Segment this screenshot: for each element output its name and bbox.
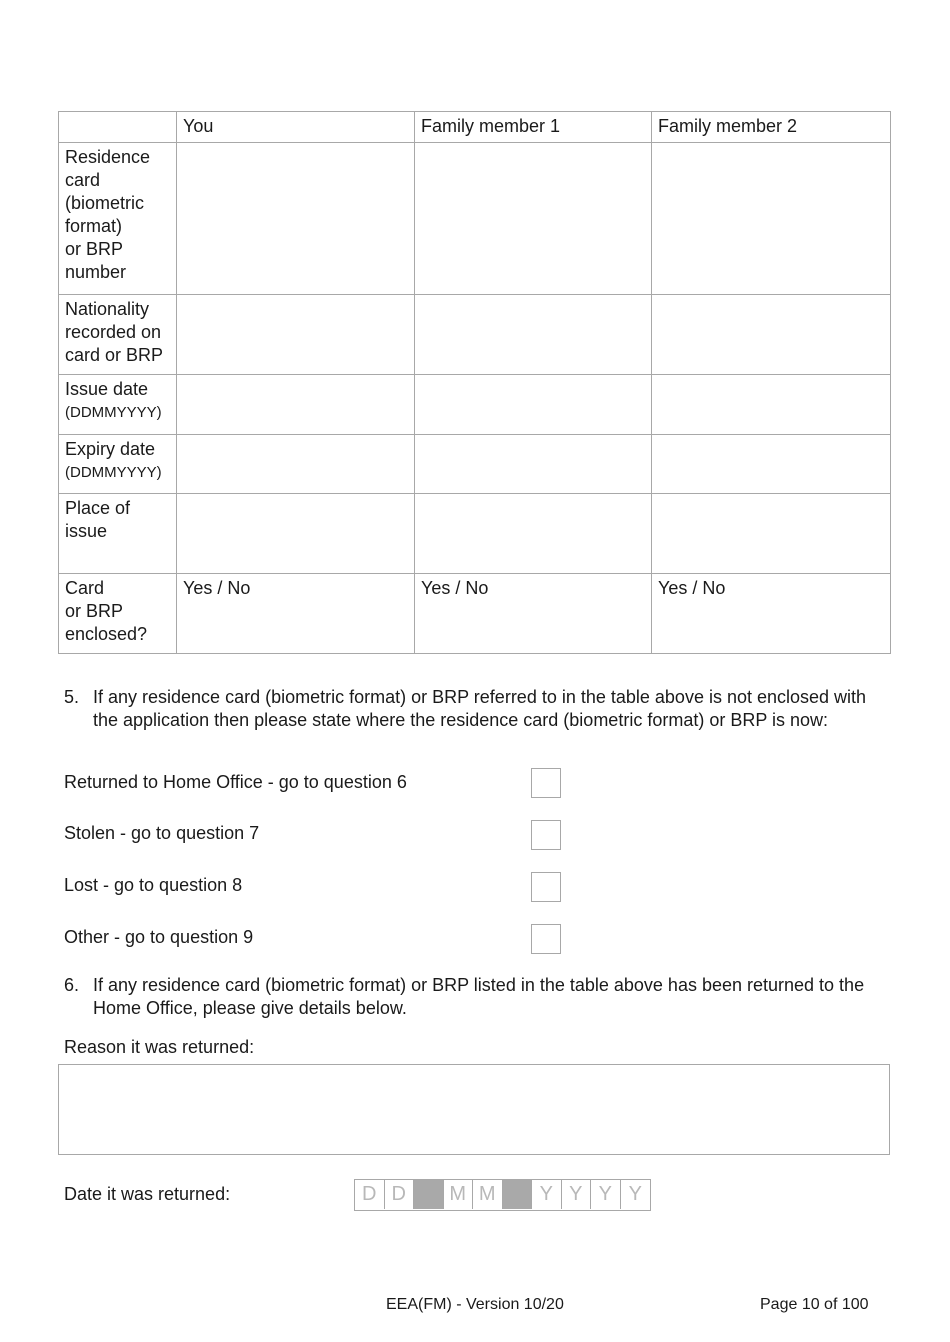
option-label-stolen: Stolen - go to question 7 <box>64 823 260 843</box>
row-label <box>59 574 177 654</box>
row-label <box>59 435 177 494</box>
checkbox-returned[interactable] <box>531 768 561 798</box>
option-label-lost: Lost - go to question 8 <box>64 875 243 895</box>
question-number: 6. <box>64 975 80 995</box>
table-header-cell: You <box>177 112 415 143</box>
row-label <box>59 143 177 295</box>
row-label-line: card or BRP <box>65 345 164 365</box>
table-row <box>59 295 891 375</box>
row-label-line: recorded on <box>65 322 162 342</box>
date-digit-cell[interactable]: D <box>385 1180 415 1209</box>
table-input-cell[interactable] <box>177 375 415 435</box>
table-row <box>59 143 891 295</box>
residence-card-table <box>58 111 891 654</box>
row-label-line: card <box>65 170 101 190</box>
date-format-hint: (DDMMYYYY) <box>65 464 162 481</box>
table-header-cell: Family member 1 <box>415 112 652 143</box>
checkbox-other[interactable] <box>531 924 561 954</box>
table-row <box>59 494 891 574</box>
reason-textarea[interactable] <box>58 1064 890 1155</box>
option-label-returned: Returned to Home Office - go to question 6 <box>64 772 407 792</box>
table-header-row <box>59 112 891 143</box>
question-number: 5. <box>64 687 80 707</box>
footer-version: EEA(FM) - Version 10/20 <box>386 1296 564 1313</box>
question-6 <box>64 974 894 1020</box>
row-label-line: Nationality <box>65 299 150 319</box>
table-input-cell[interactable] <box>652 295 891 375</box>
row-label-line: Place of <box>65 498 131 518</box>
date-digit-cell[interactable]: D <box>355 1180 385 1209</box>
yes-no-choice[interactable]: Yes / No <box>652 574 891 654</box>
table-input-cell[interactable] <box>415 295 652 375</box>
table-input-cell[interactable] <box>177 494 415 574</box>
table-input-cell[interactable] <box>177 435 415 494</box>
question-5 <box>64 686 894 732</box>
date-digit-cell[interactable]: Y <box>628 1183 642 1205</box>
date-digit-cell[interactable]: Y <box>591 1180 621 1209</box>
option-label-other: Other - go to question 9 <box>64 927 254 947</box>
table-input-cell[interactable] <box>415 143 652 295</box>
row-label-line: or BRP <box>65 239 124 259</box>
date-separator <box>503 1180 533 1209</box>
date-digit-cell[interactable]: Y <box>532 1180 562 1209</box>
row-label-line: number <box>65 262 127 282</box>
date-digit-cell[interactable]: M <box>473 1180 503 1209</box>
table-input-cell[interactable] <box>652 375 891 435</box>
date-returned-input[interactable] <box>354 1179 651 1211</box>
row-label <box>59 295 177 375</box>
table-input-cell[interactable] <box>415 435 652 494</box>
table-header-cell <box>59 112 177 143</box>
date-digit-cell[interactable]: M <box>444 1180 474 1209</box>
row-label <box>59 494 177 574</box>
date-returned-label: Date it was returned: <box>64 1184 231 1204</box>
row-label-line: format) <box>65 216 123 236</box>
row-label-line: Issue date <box>65 379 149 399</box>
table-row <box>59 574 891 654</box>
table-input-cell[interactable] <box>415 375 652 435</box>
row-label-line: Residence <box>65 147 151 167</box>
table-input-cell[interactable] <box>415 494 652 574</box>
date-digit-cell[interactable]: Y <box>562 1180 592 1209</box>
question-text: If any residence card (biometric format) or BRP referred to in the table above is not enclosed with the application then please state where the residence card (biometric format) or BRP is now: <box>93 687 867 730</box>
table-header-cell: Family member 2 <box>652 112 891 143</box>
table-input-cell[interactable] <box>177 295 415 375</box>
table-input-cell[interactable] <box>177 143 415 295</box>
yes-no-choice[interactable]: Yes / No <box>415 574 652 654</box>
row-label-line: Card <box>65 578 105 598</box>
checkbox-lost[interactable] <box>531 872 561 902</box>
checkbox-stolen[interactable] <box>531 820 561 850</box>
table-input-cell[interactable] <box>652 494 891 574</box>
row-label-line: enclosed? <box>65 624 148 644</box>
table-input-cell[interactable] <box>652 435 891 494</box>
row-label-line: (biometric <box>65 193 145 213</box>
reason-label: Reason it was returned: <box>64 1037 255 1057</box>
row-label-line: Expiry date <box>65 439 156 459</box>
yes-no-choice[interactable]: Yes / No <box>177 574 415 654</box>
row-label-line: issue <box>65 521 108 541</box>
footer-page-number: Page 10 of 100 <box>760 1296 869 1313</box>
date-separator <box>414 1180 444 1209</box>
row-label-line: or BRP <box>65 601 124 621</box>
date-format-hint: (DDMMYYYY) <box>65 404 162 421</box>
table-row <box>59 375 891 435</box>
row-label <box>59 375 177 435</box>
table-input-cell[interactable] <box>652 143 891 295</box>
question-text: If any residence card (biometric format) or BRP listed in the table above has been returned to the Home Office, please give details below. <box>93 975 865 1018</box>
table-row <box>59 435 891 494</box>
